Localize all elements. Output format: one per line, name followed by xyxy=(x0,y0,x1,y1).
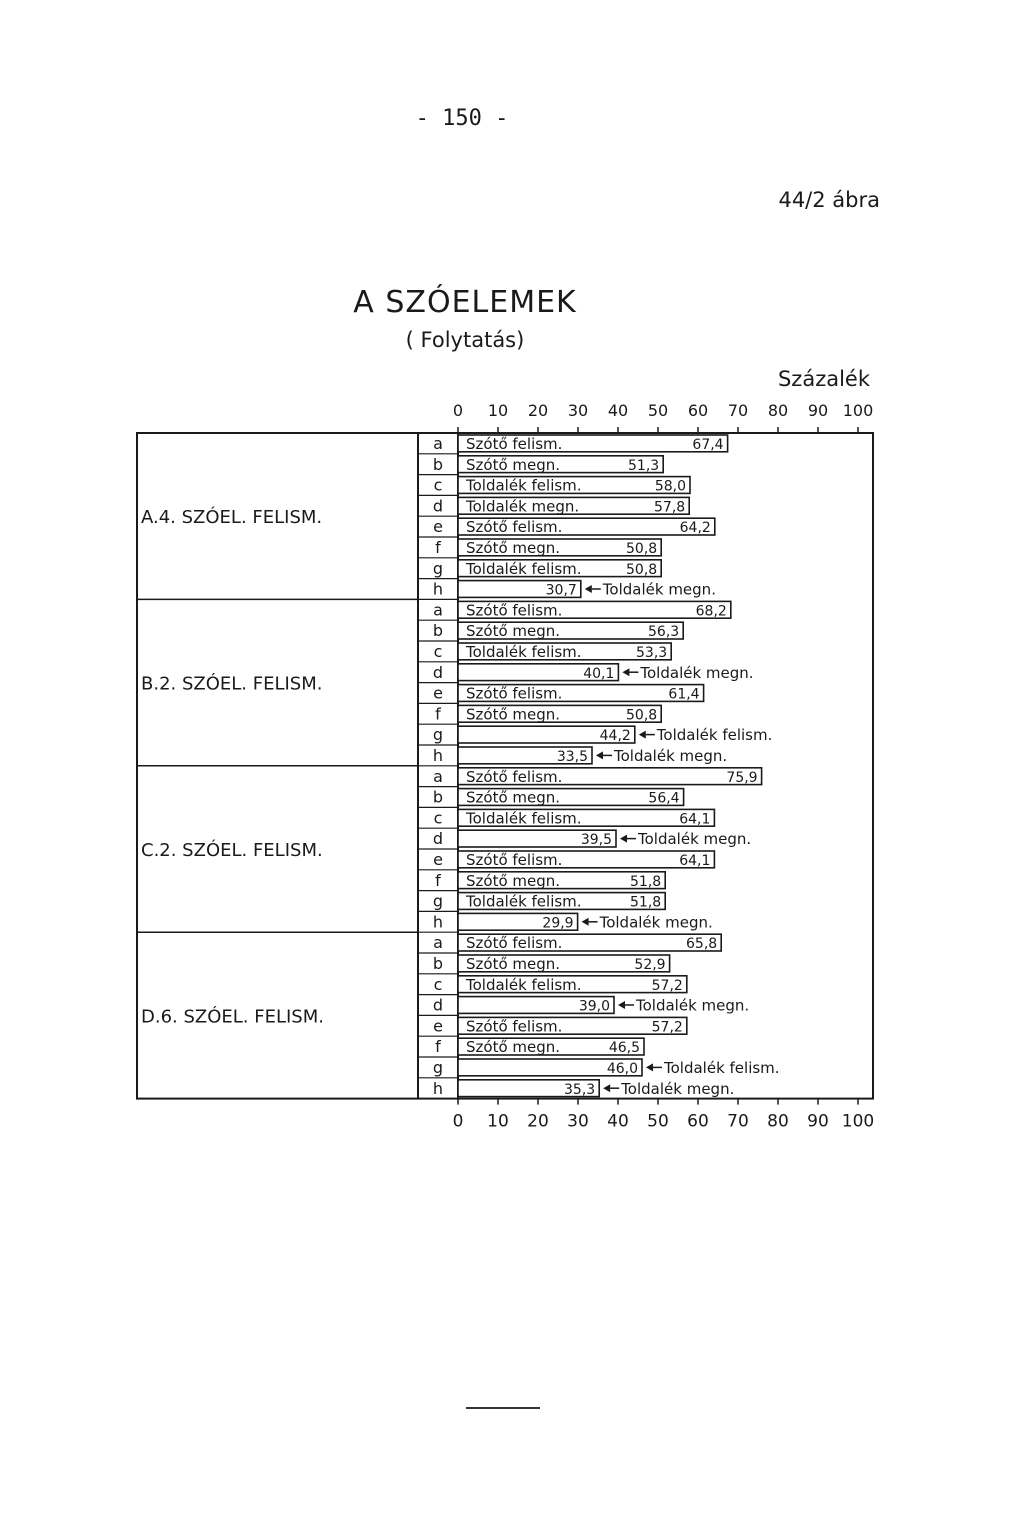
x-tick-label-top: 20 xyxy=(527,401,549,420)
unit-label: Százalék xyxy=(777,367,870,391)
row-letter: e xyxy=(433,850,443,869)
x-tick-label-top: 0 xyxy=(452,401,464,420)
arrow-head-icon xyxy=(618,1001,625,1009)
bar-category-label: Szótő felism. xyxy=(466,934,563,953)
arrow-head-icon xyxy=(622,668,629,676)
group-label: A.4. SZÓEL. FELISM. xyxy=(141,507,323,529)
bar-category-label: Toldalék megn. xyxy=(466,497,580,516)
x-tick-label-bottom: 100 xyxy=(841,1111,875,1132)
x-tick-label-bottom: 60 xyxy=(687,1111,709,1132)
row-letter: c xyxy=(433,475,443,495)
bar-category-label: Toldalék megn. xyxy=(638,830,752,849)
x-tick-label-bottom: 10 xyxy=(487,1111,509,1132)
bar-value-label: 58,0 xyxy=(654,478,686,495)
arrow-head-icon xyxy=(596,751,603,759)
x-tick-label-top: 90 xyxy=(807,401,829,420)
row-letter: d xyxy=(432,995,444,1015)
bar-category-label: Toldalék felism. xyxy=(664,1059,780,1077)
bar-category-label: Toldalék felism. xyxy=(466,809,582,828)
row-letter: g xyxy=(432,1058,444,1077)
row-letter: c xyxy=(433,808,443,828)
bar-category-label: Szótő megn. xyxy=(466,705,561,724)
row-letter: b xyxy=(432,954,444,973)
bar-value-label: 46,0 xyxy=(606,1061,638,1077)
bar-value-label: 46,5 xyxy=(608,1040,640,1057)
bar-value-label: 57,8 xyxy=(654,499,686,516)
row-letter: a xyxy=(433,766,443,786)
x-tick-label-bottom: 80 xyxy=(767,1111,789,1132)
bar-category-label: Szótő felism. xyxy=(466,518,563,537)
arrow-head-icon xyxy=(585,585,592,593)
bar-category-label: Szótő felism. xyxy=(466,1017,563,1036)
row-letter: c xyxy=(433,642,443,661)
bar-category-label: Szótő felism. xyxy=(466,684,563,703)
page-number: - 150 - xyxy=(415,106,509,131)
bar-category-label: Toldalék megn. xyxy=(602,580,716,599)
bar-value-label: 50,8 xyxy=(626,707,658,724)
row-letter: a xyxy=(433,600,443,620)
arrow-head-icon xyxy=(620,835,627,843)
bar-value-label: 39,5 xyxy=(580,832,612,849)
row-letter: e xyxy=(433,1016,443,1036)
bar-category-label: Szótő megn. xyxy=(466,1038,561,1057)
x-tick-label-top: 30 xyxy=(567,401,589,420)
bar-category-label: Toldalék megn. xyxy=(640,663,754,682)
row-letter: f xyxy=(435,1037,441,1057)
chart-subtitle: ( Folytatás) xyxy=(405,328,525,352)
bar-value-label: 56,3 xyxy=(648,624,680,641)
group-label: B.2. SZÓEL. FELISM. xyxy=(141,673,323,695)
bar-value-label: 51,8 xyxy=(630,873,662,890)
bar-category-label: Szótő felism. xyxy=(466,851,563,869)
bar-category-label: Toldalék megn. xyxy=(599,913,713,932)
row-letter: d xyxy=(432,662,444,682)
row-letter: h xyxy=(432,912,444,932)
row-letter: g xyxy=(432,725,444,745)
x-tick-label-bottom: 30 xyxy=(567,1111,589,1132)
bar-category-label: Toldalék felism. xyxy=(466,559,582,578)
bar-category-label: Szótő megn. xyxy=(466,788,561,807)
x-tick-label-bottom: 20 xyxy=(527,1111,549,1132)
bar-category-label: Toldalék felism. xyxy=(466,643,582,661)
row-letter: f xyxy=(435,704,441,724)
bar-value-label: 39,0 xyxy=(578,998,610,1015)
arrow-head-icon xyxy=(603,1084,610,1092)
bottom-rule xyxy=(466,1407,540,1409)
x-tick-label-top: 70 xyxy=(727,401,749,420)
bar-category-label: Toldalék felism. xyxy=(466,476,582,495)
row-letter: g xyxy=(432,558,444,578)
bar-value-label: 56,4 xyxy=(648,790,680,807)
x-tick-label-top: 60 xyxy=(687,401,709,420)
row-letter: b xyxy=(432,621,444,641)
x-tick-label-top: 10 xyxy=(487,401,509,420)
row-letter: e xyxy=(433,517,443,537)
chart-title: A SZÓELEMEK xyxy=(353,285,577,320)
bar-value-label: 61,4 xyxy=(668,686,700,703)
bar-value-label: 64,1 xyxy=(679,811,711,828)
bar-value-label: 68,2 xyxy=(695,603,727,620)
bar-value-label: 44,2 xyxy=(599,728,631,745)
x-tick-label-top: 80 xyxy=(767,401,789,420)
bar-value-label: 51,8 xyxy=(630,894,662,911)
x-tick-label-bottom: 70 xyxy=(727,1111,749,1132)
row-letter: d xyxy=(432,829,444,849)
bar-category-label: Toldalék megn. xyxy=(614,747,728,765)
x-tick-label-top: 50 xyxy=(647,401,669,420)
group-label: C.2. SZÓEL. FELISM. xyxy=(141,840,323,861)
bar-category-label: Toldalék megn. xyxy=(636,996,750,1015)
bar-category-label: Szótő megn. xyxy=(466,955,561,973)
bar-category-label: Szótő megn. xyxy=(466,539,561,557)
row-letter: b xyxy=(432,787,444,807)
figure-label: 44/2 ábra xyxy=(778,188,880,212)
bar-value-label: 64,1 xyxy=(679,853,711,869)
arrow-head-icon xyxy=(582,918,589,926)
row-letter: h xyxy=(432,579,444,599)
bar-value-label: 30,7 xyxy=(545,582,577,599)
row-letter: a xyxy=(433,434,443,453)
bar-value-label: 57,2 xyxy=(651,977,683,994)
bar-value-label: 51,3 xyxy=(628,457,660,474)
bar-category-label: Toldalék megn. xyxy=(621,1079,735,1098)
bar-category-label: Szótő megn. xyxy=(466,871,561,890)
bar-value-label: 57,2 xyxy=(651,1019,683,1036)
bar-value-label: 53,3 xyxy=(636,645,668,661)
row-letter: a xyxy=(433,933,443,953)
row-letter: h xyxy=(432,746,444,765)
row-letter: e xyxy=(433,683,443,703)
bar-value-label: 35,3 xyxy=(564,1081,596,1098)
bar-category-label: Toldalék felism. xyxy=(466,975,582,994)
bar-category-label: Szótő felism. xyxy=(466,601,563,620)
row-letter: g xyxy=(432,891,444,911)
x-tick-label-bottom: 40 xyxy=(607,1111,629,1132)
bar-value-label: 65,8 xyxy=(686,936,718,953)
row-letter: f xyxy=(435,870,441,890)
row-letter: c xyxy=(433,974,443,994)
bar-value-label: 33,5 xyxy=(556,749,588,765)
bar-category-label: Toldalék felism. xyxy=(466,892,582,911)
bar-category-label: Szótő felism. xyxy=(466,435,563,453)
row-letter: h xyxy=(432,1078,444,1098)
bar-value-label: 50,8 xyxy=(626,541,658,557)
x-tick-label-bottom: 50 xyxy=(647,1111,669,1132)
arrow-head-icon xyxy=(646,1063,653,1071)
bar-value-label: 52,9 xyxy=(634,957,666,973)
bar-value-label: 75,9 xyxy=(726,769,758,786)
arrow-head-icon xyxy=(639,731,646,739)
x-tick-label-bottom: 90 xyxy=(807,1111,829,1132)
bar-value-label: 67,4 xyxy=(692,437,724,453)
bar-value-label: 40,1 xyxy=(583,665,615,682)
bar-category-label: Szótő felism. xyxy=(466,767,563,786)
row-letter: f xyxy=(435,538,441,557)
group-label: D.6. SZÓEL. FELISM. xyxy=(141,1006,324,1028)
x-tick-label-top: 40 xyxy=(607,401,629,420)
bar-value-label: 64,2 xyxy=(679,520,711,537)
x-tick-label-top: 100 xyxy=(842,401,874,420)
bar-category-label: Toldalék felism. xyxy=(656,726,773,745)
bar-category-label: Szótő megn. xyxy=(466,455,561,474)
row-letter: b xyxy=(432,454,444,474)
x-tick-label-bottom: 0 xyxy=(452,1111,464,1132)
bar-value-label: 29,9 xyxy=(542,915,574,932)
bar-category-label: Szótő megn. xyxy=(466,622,561,641)
row-letter: d xyxy=(432,496,444,516)
bar-value-label: 50,8 xyxy=(626,561,658,578)
